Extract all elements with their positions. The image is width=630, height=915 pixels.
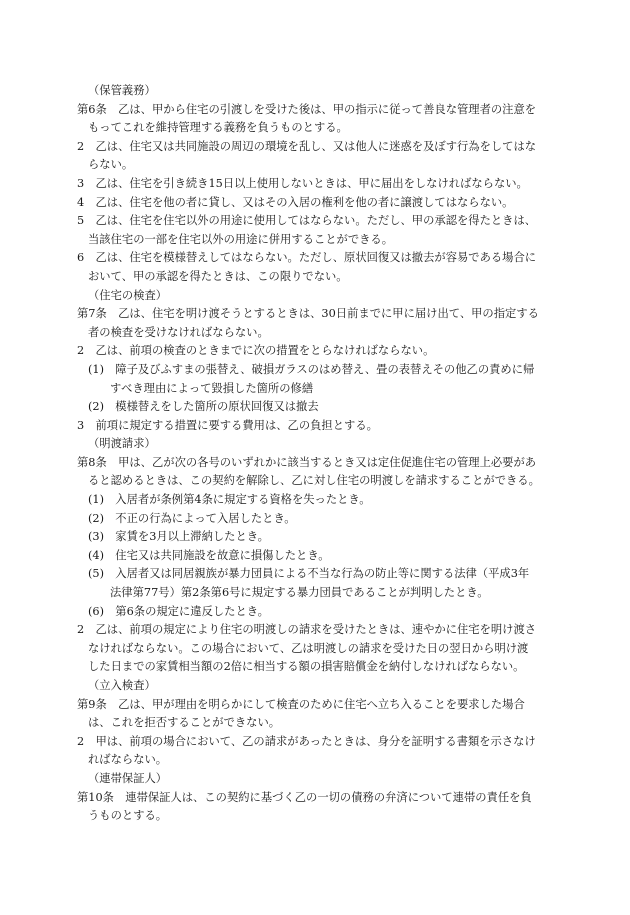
item-line: (3) 家賃を3月以上滞納したとき。: [88, 530, 269, 544]
text-line: なければならない。この場合において、乙は明渡しの請求を受けた日の翌日から明け渡: [88, 641, 529, 655]
text-line: 5 乙は、住宅を住宅以外の用途に使用してはならない。ただし、甲の承認を得たときは、: [77, 214, 537, 228]
text-line: 者の検査を受けなければならない。: [88, 325, 269, 339]
item-line: (2) 不正の行為によって入居したとき。: [88, 511, 296, 525]
item-line: (2) 模様替えをした箇所の原状回復又は撤去: [88, 400, 319, 414]
item-line: (4) 住宅又は共同施設を故意に損傷したとき。: [88, 548, 330, 562]
text-line: ればならない。: [88, 753, 168, 767]
text-line: は、これを拒否することができない。: [88, 716, 281, 730]
article-caption: （住宅の検査）: [88, 288, 168, 302]
item-line: すべき理由によって毀損した箇所の修繕: [110, 381, 314, 395]
item-line: 法律第77号）第2条第6号に規定する暴力団員であることが判明したとき。: [110, 586, 489, 600]
text-line: 3 乙は、住宅を引き続き15日以上使用しないときは、甲に届出をしなければならない。: [77, 176, 528, 190]
text-line: 第8条 甲は、乙が次の各号のいずれかに該当するとき又は定住促進住宅の管理上必要があ: [77, 455, 537, 469]
item-line: (6) 第6条の規定に違反したとき。: [88, 604, 269, 618]
text-line: 第6条 乙は、甲から住宅の引渡しを受けた後は、甲の指示に従って善良な管理者の注意を: [77, 102, 537, 116]
text-line: した日までの家賃相当額の2倍に相当する額の損害賠償金を納付しなければならない。: [88, 660, 525, 674]
text-line: 2 甲は、前項の場合において、乙の請求があったときは、身分を証明する書類を示さなけ: [77, 734, 536, 748]
text-line: もってこれを維持管理する義務を負うものとする。: [88, 121, 348, 135]
article-caption: （立入検査）: [88, 679, 156, 692]
article-caption: （連帯保証人）: [88, 771, 168, 785]
article-caption: （保管義務）: [88, 84, 156, 97]
text-line: らない。: [88, 158, 134, 172]
text-line: うものとする。: [88, 809, 168, 823]
text-line: 4 乙は、住宅を他の者に貸し、又はその入居の権利を他の者に譲渡してはならない。: [77, 195, 514, 209]
text-line: 2 乙は、住宅又は共同施設の周辺の環境を乱し、又は他人に迷惑を及ぼす行為をしてはな: [77, 139, 537, 153]
contract-text-body: [77, 82, 590, 826]
text-line: ると認めるときは、この契約を解除し、乙に対し住宅の明渡しを請求することができる。: [88, 474, 540, 488]
article-caption: （明渡請求）: [88, 437, 156, 451]
text-line: 2 乙は、前項の検査のときまでに次の措置をとらなければならない。: [77, 344, 435, 358]
text-line: 6 乙は、住宅を模様替えしてはならない。ただし、原状回復又は撤去が容易である場合に: [77, 251, 537, 265]
text-line: 第9条 乙は、甲が理由を明らかにして検査のために住宅へ立ち入ることを要求した場合: [77, 697, 525, 711]
text-line: 当該住宅の一部を住宅以外の用途に併用することができる。: [88, 232, 394, 246]
text-line: 第7条 乙は、住宅を明け渡そうとするときは、30日前までに甲に届け出て、甲の指定する: [77, 307, 539, 321]
item-line: (5) 入居者又は同居親族が暴力団員による不当な行為の防止等に関する法律（平成3年: [88, 567, 530, 581]
text-line: 2 乙は、前項の規定により住宅の明渡しの請求を受けたときは、速やかに住宅を明け渡さ: [77, 623, 537, 637]
text-line: 第10条 連帯保証人は、この契約に基づく乙の一切の債務の弁済について連帯の責任を負: [77, 790, 532, 804]
text-line: 3 前項に規定する措置に要する費用は、乙の負担とする。: [77, 418, 378, 432]
item-line: (1) 入居者が条例第4条に規定する資格を失ったとき。: [88, 493, 371, 507]
item-line: (1) 障子及びふすまの張替え、破損ガラスのはめ替え、畳の表替えその他乙の責めに帰: [88, 362, 535, 376]
text-line: おいて、甲の承認を得たときは、この限りでない。: [88, 269, 348, 283]
